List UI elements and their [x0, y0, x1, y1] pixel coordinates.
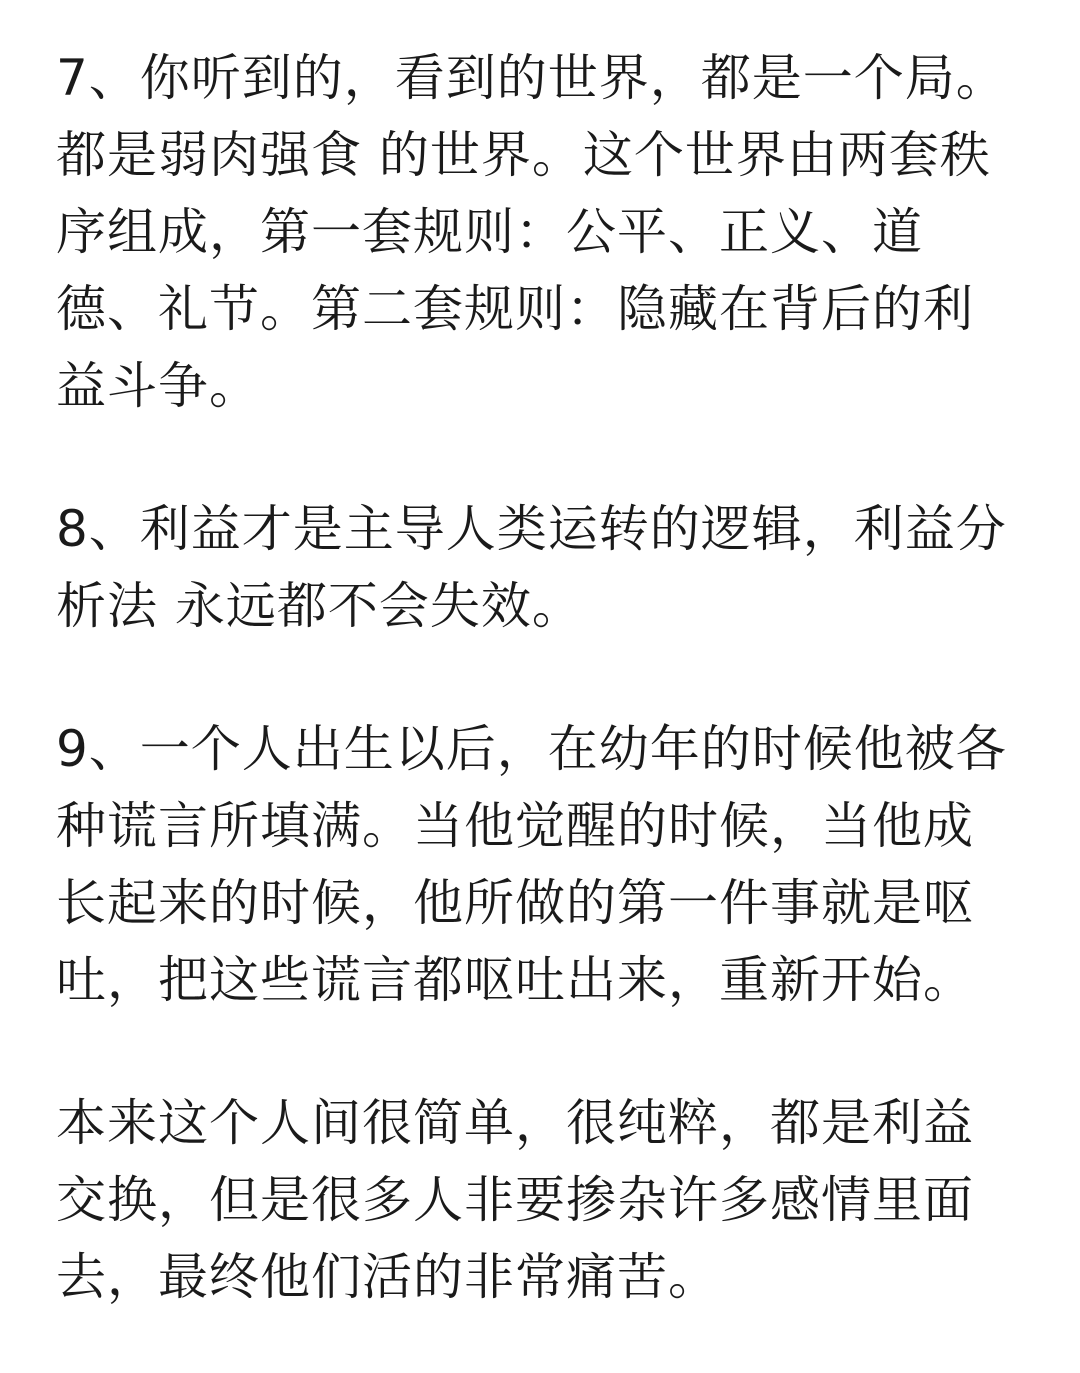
paragraph-8: 8、利益才是主导人类运转的逻辑，利益分析法 永远都不会失效。: [56, 500, 1007, 635]
paragraph-conclusion: 本来这个人间很简单，很纯粹，都是利益交换，但是很多人非要掺杂许多感情里面去，最终他们活的非常痛苦。: [56, 1094, 974, 1306]
paragraph-9: 9、一个人出生以后，在幼年的时候他被各种谎言所填满。当他觉醒的时候，当他成长起来的时候，他所做的第一件事就是呕吐，把这些谎言都呕吐出来，重新开始。: [56, 720, 1007, 1009]
paragraph-7: 7、你听到的，看到的世界，都是一个局。都是弱肉强食 的世界。这个世界由两套秩序组成，第一套规则：公平、正义、道德、礼节。第二套规则：隐藏在背后的利益斗争。: [56, 49, 1007, 415]
